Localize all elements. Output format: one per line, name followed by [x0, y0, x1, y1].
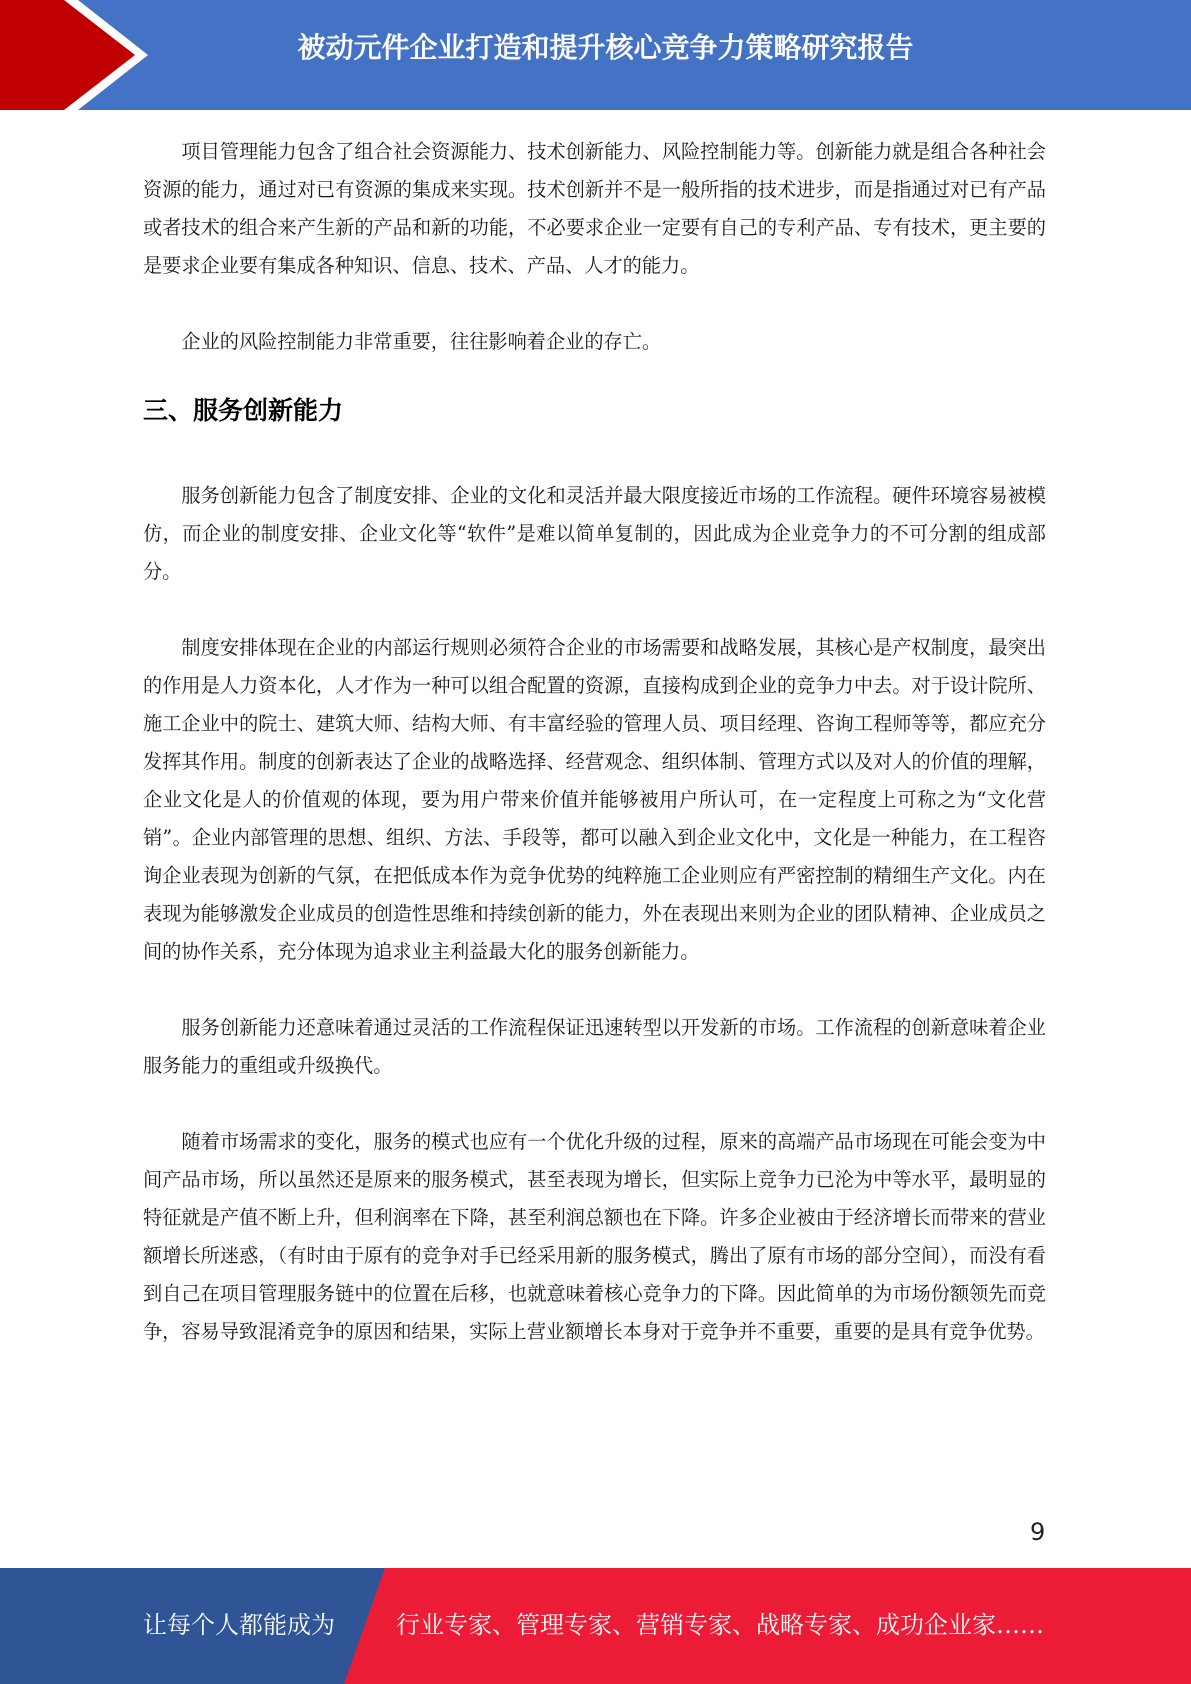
section-heading: 三、服务创新能力 — [143, 396, 344, 425]
footer-slogan-left: 让每个人都能成为 — [143, 1611, 335, 1639]
paragraph-market-change: 随着市场需求的变化，服务的模式也应有一个优化升级的过程，原来的高端产品市场现在可能会变为中间产品市场，所以虽然还是原来的服务模式，甚至表现为增长，但实际上竞争力已沦为中等水平，最明显的特征就是产值不断上升，但利润率在下降，甚至利润总额也在下降。许多企业被由于经济增长而带来的营业额增长所迷惑，（有时由于原有的竞争对手已经采用新的服务模式，腾出了原有市场的部分空间），而没有看到自己在项目管理服务链中的位置在后移，也就意味着核心竞争力的下降。因此简单的为市场份额领先而竞争，容易导致混淆竞争的原因和结果，实际上营业额增长本身对于竞争并不重要，重要的是具有竞争优势。 — [143, 1130, 1046, 1343]
paragraph-institutional-arrangement: 制度安排体现在企业的内部运行规则必须符合企业的市场需要和战略发展，其核心是产权制度，最突出的作用是人力资本化，人才作为一种可以组合配置的资源，直接构成到企业的竞争力中去。对于设计院所、施工企业中的院士、建筑大师、结构大师、有丰富经验的管理人员、项目经理、咨询工程师等等，都应充分发挥其作用。制度的创新表达了企业的战略选择、经营观念、组织体制、管理方式以及对人的价值的理解，企业文化是人的价值观的体现，要为用户带来价值并能够被用户所认可，在一定程度上可称之为“文化营销”。企业内部管理的思想、组织、方法、手段等，都可以融入到企业文化中，文化是一种能力，在工程咨询企业表现为创新的气氛，在把低成本作为竞争优势的纯粹施工企业则应有严密控制的精细生产文化。内在表现为能够激发企业成员的创造性思维和持续创新的能力，外在表现出来则为企业的团队精神、企业成员之间的协作关系，充分体现为追求业主利益最大化的服务创新能力。 — [143, 636, 1046, 963]
footer-slogan-right: 行业专家、管理专家、营销专家、战略专家、成功企业家…… — [396, 1611, 1044, 1639]
page-number: 9 — [1030, 1518, 1046, 1546]
report-title: 被动元件企业打造和提升核心竞争力策略研究报告 — [297, 31, 914, 64]
page-header — [0, 0, 1191, 110]
paragraph-workflow: 服务创新能力还意味着通过灵活的工作流程保证迅速转型以开发新的市场。工作流程的创新意味着企业服务能力的重组或升级换代。 — [143, 1016, 1046, 1077]
page-footer — [0, 1568, 1191, 1684]
paragraph-project-management: 项目管理能力包含了组合社会资源能力、技术创新能力、风险控制能力等。创新能力就是组合各种社会资源的能力，通过对已有资源的集成来实现。技术创新并不是一般所指的技术进步，而是指通过对已有产品或者技术的组合来产生新的产品和新的功能，不必要求企业一定要有自己的专利产品、专有技术，更主要的是要求企业要有集成各种知识、信息、技术、产品、人才的能力。 — [143, 140, 1046, 277]
paragraph-risk-control: 企业的风险控制能力非常重要，往往影响着企业的存亡。 — [181, 330, 662, 353]
document-body — [143, 133, 1046, 1351]
paragraph-service-innovation: 服务创新能力包含了制度安排、企业的文化和灵活并最大限度接近市场的工作流程。硬件环境容易被模仿，而企业的制度安排、企业文化等“软件”是难以简单复制的，因此成为企业竞争力的不可分割的组成部分。 — [143, 484, 1046, 583]
